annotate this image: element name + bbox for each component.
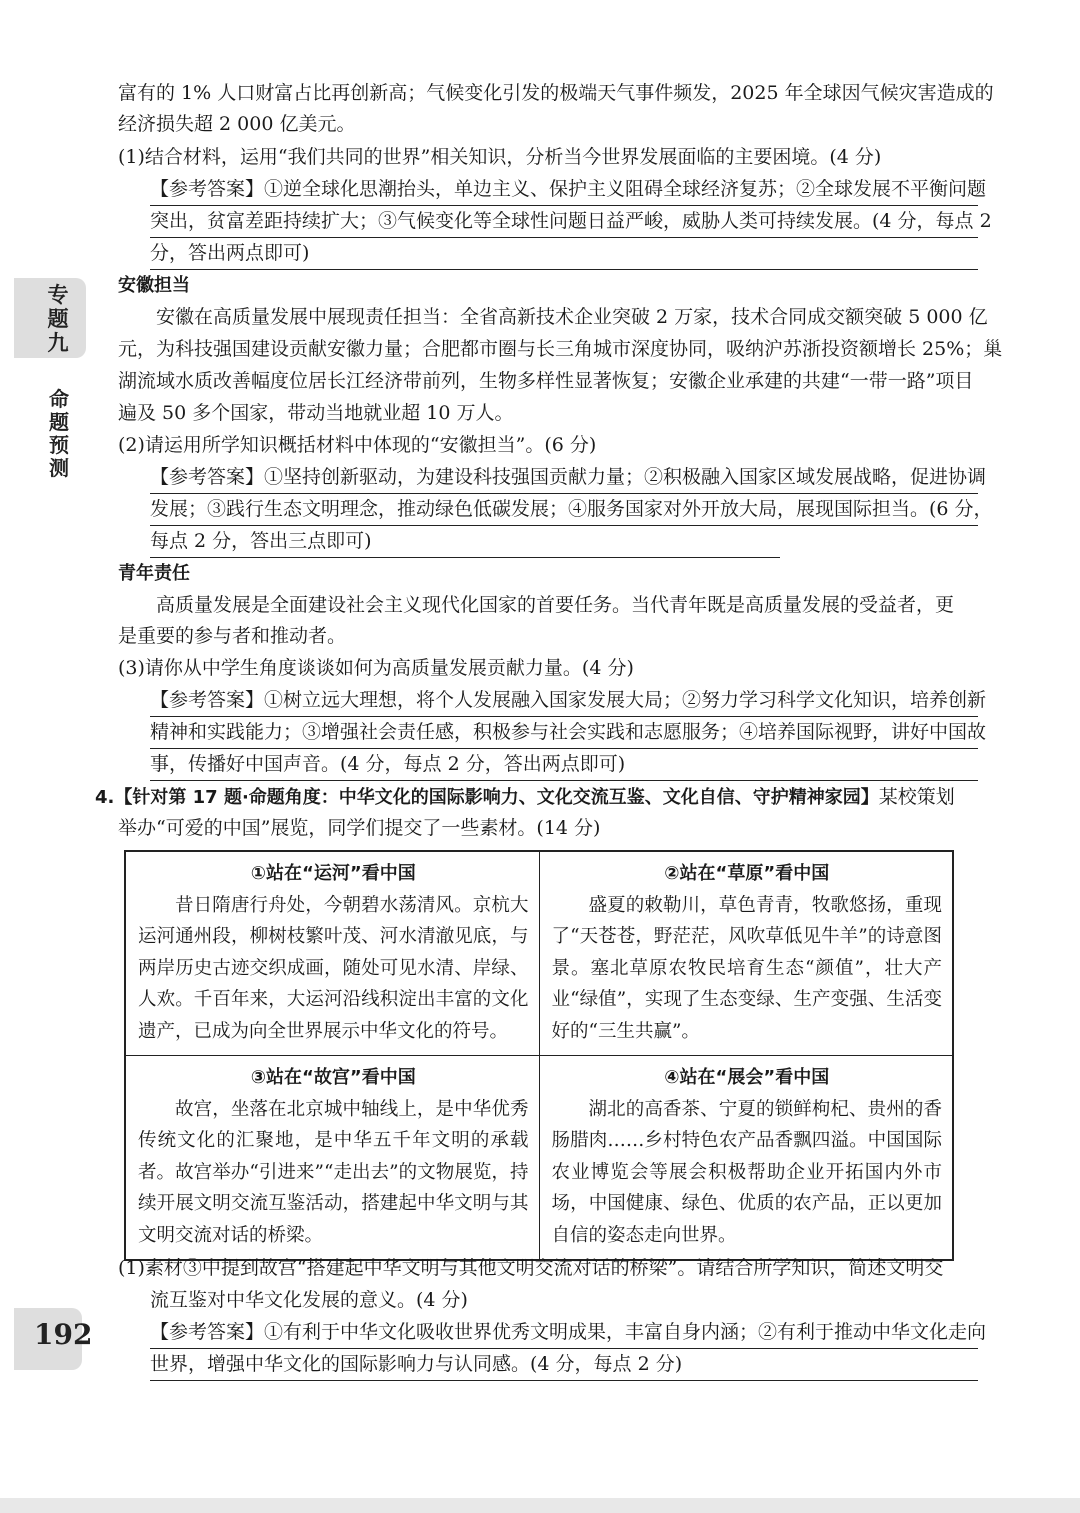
answer-line: 事，传播好中国声音。(4 分，每点 2 分，答出两点即可) <box>150 749 978 781</box>
chapter-tab-label: 专 题 九 <box>47 283 69 355</box>
answer-line: 【参考答案】①逆全球化思潮抬头，单边主义、保护主义阻碍全球经济复苏；②全球发展不平衡问题 <box>150 174 978 206</box>
cell-title: ④站在“展会”看中国 <box>664 1067 830 1088</box>
cell-title: ①站在“运河”看中国 <box>250 863 416 884</box>
cell-body: 盛夏的敕勒川，草色青青，牧歌悠扬，重现了“天苍苍，野茫茫，风吹草低见牛羊”的诗意图景。塞北草原农牧民培育生态“颜值”，壮大产业“绿值”，实现了生态变绿、生产变强、生活变好的“三生共赢”。 <box>551 894 942 1042</box>
section-heading-anhui: 安徽担当 <box>118 275 190 296</box>
anhui-line: 元，为科技强国建设贡献安徽力量；合肥都市圈与长三角城市深度协同，吸纳沪苏浙投资额增长 25%；巢 <box>118 338 1003 360</box>
section-heading-youth: 青年责任 <box>118 563 190 584</box>
answer-line: 发展；③践行生态文明理念，推动绿色低碳发展；④服务国家对外开放大局，展现国际担当。(6 分， <box>150 494 978 526</box>
material-cell-grassland <box>539 851 953 1056</box>
anhui-line: 安徽在高质量发展中展现责任担当：全省高新技术企业突破 2 万家，技术合同成交额突破 5 000 亿 <box>156 306 988 328</box>
answer-line: 【参考答案】①坚持创新驱动，为建设科技强国贡献力量；②积极融入国家区域发展战略，促进协调 <box>150 462 978 494</box>
question-text: 某校策划 <box>878 786 955 808</box>
question-number: 4. <box>95 787 115 808</box>
anhui-line: 遍及 50 多个国家，带动当地就业超 10 万人。 <box>118 402 514 424</box>
cell-body: 故宫，坐落在北京城中轴线上，是中华优秀传统文化的汇聚地，是中华五千年文明的承载者。故宫举办“引进来”“走出去”的文物展览，持续开展文明交流互鉴活动，搭建起中华文明与其文明交流对话的桥梁。 <box>138 1098 529 1246</box>
question-4-line: 举办“可爱的中国”展览，同学们提交了一些素材。(14 分) <box>118 817 601 839</box>
question-4-1: (1)素材③中提到故宫“搭建起中华文明与其他文明交流对话的桥梁”。请结合所学知识，简述文明交 <box>118 1257 944 1279</box>
material-cell-expo <box>539 1056 953 1261</box>
answer-line: 精神和实践能力；③增强社会责任感，积极参与社会实践和志愿服务；④培养国际视野，讲好中国故 <box>150 717 978 749</box>
question-4-1: 流互鉴对中华文化发展的意义。(4 分) <box>150 1289 468 1311</box>
cell-title: ②站在“草原”看中国 <box>664 863 830 884</box>
intro-line: 富有的 1% 人口财富占比再创新高；气候变化引发的极端天气事件频发，2025 年全球因气候灾害造成的 <box>118 82 994 104</box>
answer-4-1 <box>150 1317 987 1381</box>
answer-line: 世界，增强中华文化的国际影响力与认同感。(4 分，每点 2 分) <box>150 1349 978 1381</box>
material-table <box>124 850 954 1261</box>
material-cell-canal <box>125 851 539 1056</box>
answer-line: 【参考答案】①树立远大理想，将个人发展融入国家发展大局；②努力学习科学文化知识，培养创新 <box>150 685 978 717</box>
question-3: (3)请你从中学生角度谈谈如何为高质量发展贡献力量。(4 分) <box>118 657 634 679</box>
question-2: (2)请运用所学知识概括材料中体现的“安徽担当”。(6 分) <box>118 434 597 456</box>
answer-line: 每点 2 分，答出三点即可) <box>150 526 780 558</box>
section-label-vertical: 命 题 预 测 <box>49 387 69 480</box>
cell-body: 湖北的高香茶、宁夏的锁鲜枸杞、贵州的香肠腊肉……乡村特色农产品香飘四溢。中国国际农业博览会等展会积极帮助企业开拓国内外市场，中国健康、绿色、优质的农产品，正以更加自信的姿态走向世界。 <box>551 1098 942 1246</box>
youth-line: 高质量发展是全面建设社会主义现代化国家的首要任务。当代青年既是高质量发展的受益者，更 <box>156 594 955 616</box>
page-number: 192 <box>34 1318 93 1351</box>
question-4-header <box>95 782 955 813</box>
cell-title: ③站在“故宫”看中国 <box>250 1067 416 1088</box>
youth-line: 是重要的参与者和推动者。 <box>118 625 347 647</box>
cell-body: 昔日隋唐行舟处，今朝碧水荡清风。京杭大运河通州段，柳树枝繁叶茂、河水清澈见底，与两岸历史古迹交织成画，随处可见水清、岸绿、人欢。千百年来，大运河沿线积淀出丰富的文化遗产，已成为向全世界展示中华文化的符号。 <box>138 894 529 1042</box>
question-1: (1)结合材料，运用“我们共同的世界”相关知识，分析当今世界发展面临的主要困境。(4 分) <box>118 146 882 168</box>
material-cell-palace <box>125 1056 539 1261</box>
answer-2 <box>150 462 993 558</box>
answer-line: 突出，贫富差距持续扩大；③气候变化等全球性问题日益严峻，威胁人类可持续发展。(4 分，每点 2 <box>150 206 978 238</box>
intro-line: 经济损失超 2 000 亿美元。 <box>118 113 356 135</box>
answer-line: 分，答出两点即可) <box>150 238 978 270</box>
bottom-strip <box>0 1498 1080 1513</box>
question-tag: 【针对第 17 题·命题角度：中华文化的国际影响力、文化交流互鉴、文化自信、守护精神家园】 <box>114 787 879 808</box>
answer-line: 【参考答案】①有利于中华文化吸收世界优秀文明成果，丰富自身内涵；②有利于推动中华文化走向 <box>150 1317 978 1349</box>
answer-3 <box>150 685 987 781</box>
answer-1 <box>150 174 992 270</box>
anhui-line: 湖流域水质改善幅度位居长江经济带前列，生物多样性显著恢复；安徽企业承建的共建“一带一路”项目 <box>118 370 974 392</box>
